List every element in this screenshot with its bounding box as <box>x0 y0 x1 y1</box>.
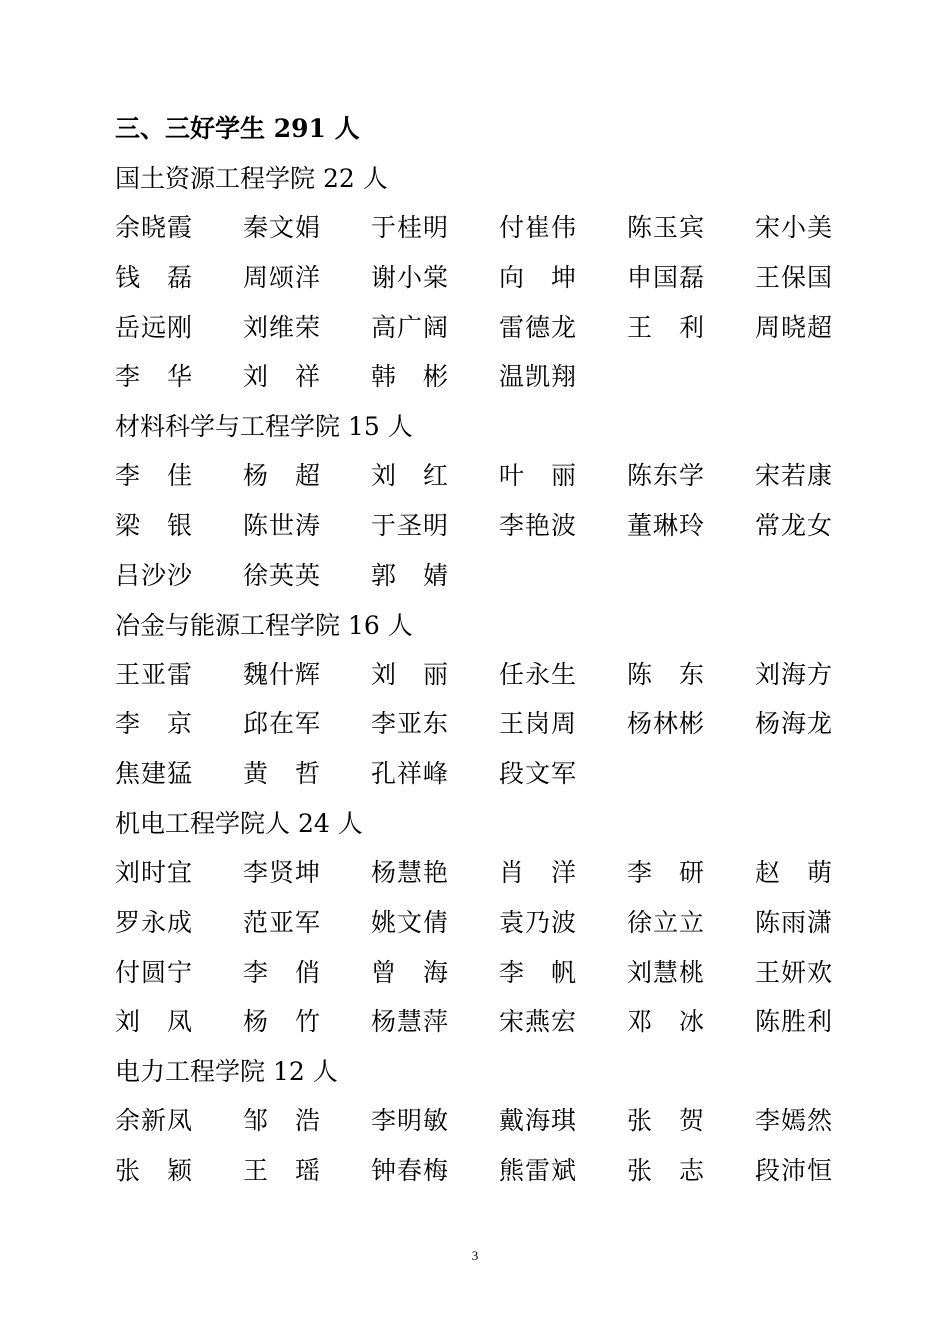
student-name: 吕沙沙 <box>115 560 194 590</box>
student-name: 张 志 <box>627 1155 706 1185</box>
college-title: 材料科学与工程学院 15 人 <box>115 412 413 442</box>
student-name: 陈雨潇 <box>755 907 834 937</box>
student-name: 周晓超 <box>755 312 834 342</box>
student-name: 刘 丽 <box>371 659 450 689</box>
name-grid <box>115 1096 875 1196</box>
student-name: 陈胜利 <box>755 1007 834 1037</box>
student-name: 周颂洋 <box>243 262 322 292</box>
student-name: 宋若康 <box>755 461 834 491</box>
student-name: 向 坤 <box>499 262 578 292</box>
student-name: 曾 海 <box>371 957 450 987</box>
student-name: 张 贺 <box>627 1106 706 1136</box>
student-name: 刘时宜 <box>115 857 194 887</box>
student-name: 赵 萌 <box>755 857 834 887</box>
student-name: 杨慧艳 <box>371 857 450 887</box>
student-name: 梁 银 <box>115 510 194 540</box>
student-name: 王 瑶 <box>243 1155 322 1185</box>
college-title: 机电工程学院人 24 人 <box>115 808 363 838</box>
student-name: 李贤坤 <box>243 857 322 887</box>
student-name: 姚文倩 <box>371 907 450 937</box>
student-name: 王岗周 <box>499 709 578 739</box>
student-name: 熊雷斌 <box>499 1155 578 1185</box>
student-name: 王 利 <box>627 312 706 342</box>
student-name: 刘 红 <box>371 461 450 491</box>
student-name: 陈东学 <box>627 461 706 491</box>
student-name: 刘慧桃 <box>627 957 706 987</box>
student-name: 焦建猛 <box>115 759 194 789</box>
student-name: 戴海琪 <box>499 1106 578 1136</box>
student-name: 李艳波 <box>499 510 578 540</box>
student-name: 李亚东 <box>371 709 450 739</box>
student-name: 高广阔 <box>371 312 450 342</box>
student-name: 杨林彬 <box>627 709 706 739</box>
student-name: 谢小棠 <box>371 262 450 292</box>
student-name: 徐立立 <box>627 907 706 937</box>
student-name: 叶 丽 <box>499 461 578 491</box>
name-grid <box>115 203 875 402</box>
student-name: 刘 祥 <box>243 362 322 392</box>
student-name: 段文军 <box>499 759 578 789</box>
student-name: 李 研 <box>627 857 706 887</box>
section-heading: 三、三好学生 291 人 <box>115 114 360 143</box>
student-name: 王保国 <box>755 262 834 292</box>
student-name: 付崔伟 <box>499 213 578 242</box>
student-name: 宋小美 <box>755 213 834 242</box>
student-name: 于圣明 <box>371 510 450 540</box>
student-name: 韩 彬 <box>371 362 450 392</box>
student-name: 袁乃波 <box>499 907 578 937</box>
name-grid <box>115 451 875 600</box>
student-name: 王妍欢 <box>755 957 834 987</box>
student-name: 杨慧萍 <box>371 1007 450 1037</box>
student-name: 李嫣然 <box>755 1106 834 1136</box>
student-name: 王亚雷 <box>115 659 194 689</box>
student-name: 杨海龙 <box>755 709 834 739</box>
honor-list <box>115 104 875 1196</box>
name-grid <box>115 650 875 799</box>
student-name: 魏什辉 <box>243 659 322 689</box>
student-name: 段沛恒 <box>755 1155 834 1185</box>
student-name: 温凯翔 <box>499 362 578 392</box>
student-name: 杨 超 <box>243 461 322 491</box>
student-name: 李 俏 <box>243 957 322 987</box>
college-sections <box>115 154 875 1196</box>
student-name: 李明敏 <box>371 1106 450 1136</box>
student-name: 李 佳 <box>115 461 194 491</box>
student-name: 肖 洋 <box>499 857 578 887</box>
student-name: 陈世涛 <box>243 510 322 540</box>
student-name: 李 帆 <box>499 957 578 987</box>
student-name: 余新凤 <box>115 1106 194 1136</box>
page-number: 3 <box>471 1248 479 1263</box>
student-name: 雷德龙 <box>499 312 578 342</box>
student-name: 邱在军 <box>243 709 322 739</box>
student-name: 孔祥峰 <box>371 759 450 789</box>
student-name: 任永生 <box>499 659 578 689</box>
college-title: 冶金与能源工程学院 16 人 <box>115 610 413 640</box>
student-name: 钟春梅 <box>371 1155 450 1185</box>
student-name: 于桂明 <box>371 213 450 242</box>
student-name: 陈玉宾 <box>627 213 706 242</box>
student-name: 刘海方 <box>755 659 834 689</box>
student-name: 申国磊 <box>627 262 706 292</box>
student-name: 常龙女 <box>755 510 834 540</box>
college-title: 国土资源工程学院 22 人 <box>115 164 388 193</box>
name-grid <box>115 848 875 1047</box>
student-name: 黄 哲 <box>243 759 322 789</box>
student-name: 李 京 <box>115 709 194 739</box>
student-name: 张 颖 <box>115 1155 194 1185</box>
student-name: 邓 冰 <box>627 1007 706 1037</box>
student-name: 钱 磊 <box>115 262 194 292</box>
student-name: 杨 竹 <box>243 1007 322 1037</box>
student-name: 李 华 <box>115 362 194 392</box>
student-name: 郭 婧 <box>371 560 450 590</box>
student-name: 邹 浩 <box>243 1106 322 1136</box>
student-name: 秦文娟 <box>243 213 322 242</box>
student-name: 范亚军 <box>243 907 322 937</box>
college-title: 电力工程学院 12 人 <box>115 1057 338 1087</box>
student-name: 徐英英 <box>243 560 322 590</box>
student-name: 宋燕宏 <box>499 1007 578 1037</box>
student-name: 罗永成 <box>115 907 194 937</box>
student-name: 付圆宁 <box>115 957 194 987</box>
student-name: 董琳玲 <box>627 510 706 540</box>
student-name: 余晓霞 <box>115 213 194 242</box>
student-name: 陈 东 <box>627 659 706 689</box>
student-name: 岳远刚 <box>115 312 194 342</box>
student-name: 刘 凤 <box>115 1007 194 1037</box>
student-name: 刘维荣 <box>243 312 322 342</box>
